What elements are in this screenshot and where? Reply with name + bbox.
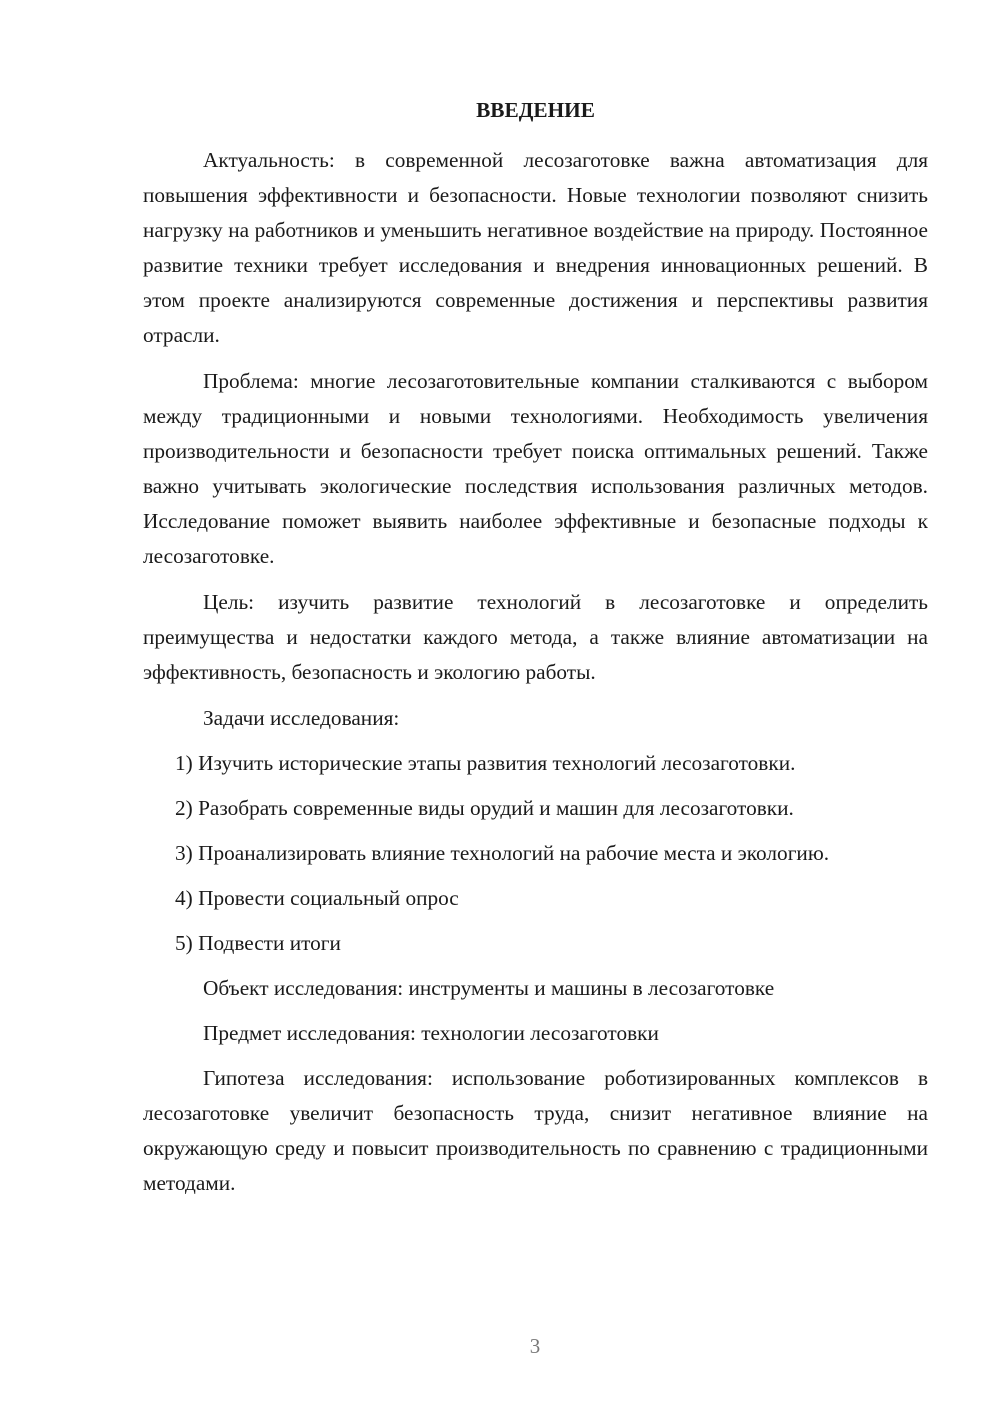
goal-paragraph: Цель: изучить развитие технологий в лесозаготовке и определить преимущества и недостатки каждого метода, а также влияние автоматизации на эффективность, безопасность и экологию работы. bbox=[143, 590, 928, 684]
task-item: 5) Подвести итоги bbox=[175, 931, 341, 955]
hypothesis-paragraph: Гипотеза исследования: использование роботизированных комплексов в лесозаготовке увеличит безопасность труда, снизит негативное влияние на окружающую среду и повысит производительность по сравнению с традиционными методами. bbox=[143, 1066, 928, 1195]
task-item: 3) Проанализировать влияние технологий на рабочие места и экологию. bbox=[175, 841, 830, 865]
problem-paragraph: Проблема: многие лесозаготовительные компании сталкиваются с выбором между традиционными и новыми технологиями. Необходимость увеличения производительности и безопасности требует поиска оптимальных решений. Также важно учитывать экологические последствия использования различных методов. Исследование поможет выявить наиболее эффективные и безопасные подходы к лесозаготовке. bbox=[143, 369, 928, 568]
task-item: 1) Изучить исторические этапы развития технологий лесозаготовки. bbox=[175, 751, 796, 775]
relevance-paragraph: Актуальность: в современной лесозаготовке важна автоматизация для повышения эффективности и безопасности. Новые технологии позволяют снизить нагрузку на работников и уменьшить негативное воздействие на природу. Постоянное развитие техники требует исследования и внедрения инновационных решений. В этом проекте анализируются современные достижения и перспективы развития отрасли. bbox=[143, 148, 928, 347]
task-item: 4) Провести социальный опрос bbox=[175, 886, 459, 910]
page-number: 3 bbox=[529, 1334, 541, 1358]
task-item: 2) Разобрать современные виды орудий и машин для лесозаготовки. bbox=[175, 796, 794, 820]
tasks-heading: Задачи исследования: bbox=[203, 706, 400, 730]
research-object: Объект исследования: инструменты и машины в лесозаготовке bbox=[203, 976, 775, 1000]
research-subject: Предмет исследования: технологии лесозаготовки bbox=[203, 1021, 659, 1045]
page-title: ВВЕДЕНИЕ bbox=[476, 98, 595, 122]
document-page bbox=[143, 95, 928, 1212]
